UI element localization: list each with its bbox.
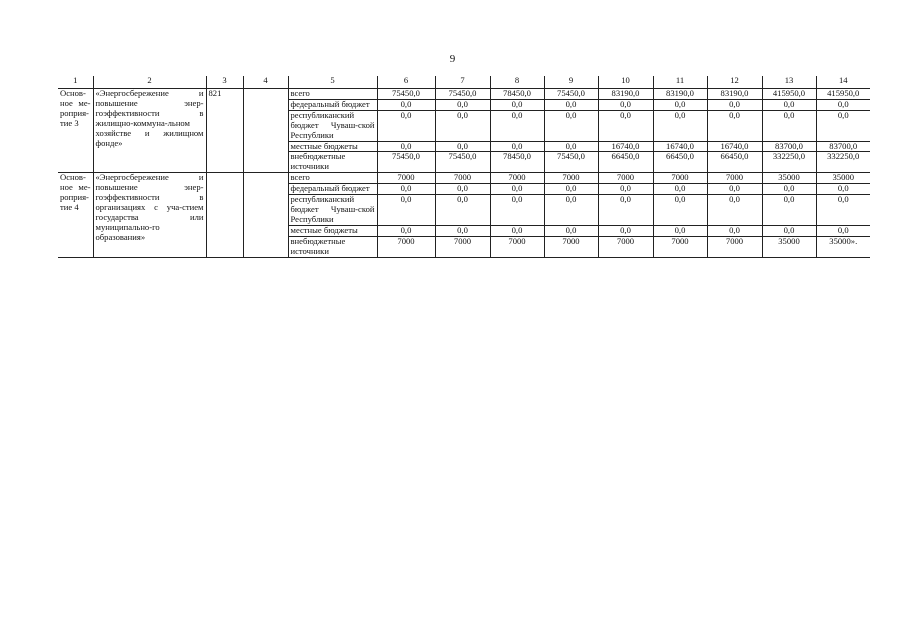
value-cell: 0,0: [377, 195, 435, 226]
value-cell: 16740,0: [598, 141, 653, 152]
column-4-cell: [243, 173, 288, 257]
column-header: 10: [598, 76, 653, 89]
funding-source: внебюджетные источники: [288, 236, 377, 257]
value-cell: 7000: [435, 236, 490, 257]
value-cell: 7000: [653, 236, 707, 257]
value-cell: 75450,0: [435, 152, 490, 173]
page-number: 9: [449, 53, 456, 65]
value-cell: 75450,0: [377, 152, 435, 173]
value-cell: 35000».: [816, 236, 870, 257]
value-cell: 78450,0: [490, 89, 544, 100]
value-cell: 66450,0: [598, 152, 653, 173]
value-cell: 0,0: [762, 99, 816, 110]
value-cell: 0,0: [544, 195, 598, 226]
table-row: [58, 89, 870, 100]
column-header: 14: [816, 76, 870, 89]
column-header: 7: [435, 76, 490, 89]
value-cell: 16740,0: [653, 141, 707, 152]
column-header: 9: [544, 76, 598, 89]
value-cell: 66450,0: [707, 152, 762, 173]
value-cell: 0,0: [816, 99, 870, 110]
column-header: 13: [762, 76, 816, 89]
value-cell: 0,0: [544, 110, 598, 141]
value-cell: 0,0: [816, 225, 870, 236]
value-cell: 0,0: [653, 195, 707, 226]
value-cell: 0,0: [707, 225, 762, 236]
value-cell: 0,0: [435, 225, 490, 236]
value-cell: 0,0: [435, 99, 490, 110]
value-cell: 7000: [377, 173, 435, 184]
value-cell: 0,0: [707, 99, 762, 110]
value-cell: 415950,0: [762, 89, 816, 100]
value-cell: 0,0: [490, 184, 544, 195]
column-header: 11: [653, 76, 707, 89]
value-cell: 0,0: [377, 99, 435, 110]
event-label: Основ-ное ме-роприя-тие 3: [58, 89, 93, 173]
code-cell: 821: [206, 89, 243, 173]
value-cell: 0,0: [762, 225, 816, 236]
value-cell: 0,0: [762, 184, 816, 195]
column-header: 6: [377, 76, 435, 89]
value-cell: 0,0: [377, 225, 435, 236]
value-cell: 0,0: [707, 110, 762, 141]
value-cell: 0,0: [762, 195, 816, 226]
value-cell: 78450,0: [490, 152, 544, 173]
funding-source: федеральный бюджет: [288, 99, 377, 110]
value-cell: 75450,0: [377, 89, 435, 100]
value-cell: 66450,0: [653, 152, 707, 173]
value-cell: 35000: [816, 173, 870, 184]
value-cell: 16740,0: [707, 141, 762, 152]
value-cell: 7000: [598, 173, 653, 184]
value-cell: 0,0: [598, 110, 653, 141]
column-header: 5: [288, 76, 377, 89]
value-cell: 35000: [762, 236, 816, 257]
value-cell: 332250,0: [816, 152, 870, 173]
value-cell: 0,0: [653, 225, 707, 236]
code-cell: [206, 173, 243, 257]
event-label: Основ-ное ме-роприя-тие 4: [58, 173, 93, 257]
value-cell: 35000: [762, 173, 816, 184]
value-cell: 7000: [707, 173, 762, 184]
value-cell: 0,0: [544, 184, 598, 195]
value-cell: 0,0: [490, 141, 544, 152]
value-cell: 7000: [490, 236, 544, 257]
event-description: «Энергосбережение и повышение энер-гоэффективности в организациях с уча-стием государства или муниципально-го образования»: [93, 173, 206, 257]
value-cell: 7000: [377, 236, 435, 257]
column-header: 3: [206, 76, 243, 89]
value-cell: 0,0: [377, 141, 435, 152]
value-cell: 75450,0: [435, 89, 490, 100]
value-cell: 0,0: [435, 184, 490, 195]
value-cell: 0,0: [762, 110, 816, 141]
value-cell: 7000: [598, 236, 653, 257]
value-cell: 0,0: [544, 99, 598, 110]
funding-source: местные бюджеты: [288, 225, 377, 236]
funding-source: федеральный бюджет: [288, 184, 377, 195]
value-cell: 415950,0: [816, 89, 870, 100]
value-cell: 7000: [544, 236, 598, 257]
funding-source: республиканский бюджет Чуваш-ской Республики: [288, 195, 377, 226]
value-cell: 0,0: [544, 141, 598, 152]
value-cell: 0,0: [653, 110, 707, 141]
value-cell: 0,0: [707, 184, 762, 195]
value-cell: 0,0: [816, 110, 870, 141]
value-cell: 0,0: [544, 225, 598, 236]
value-cell: 0,0: [490, 225, 544, 236]
value-cell: 0,0: [598, 195, 653, 226]
value-cell: 83190,0: [598, 89, 653, 100]
value-cell: 0,0: [435, 110, 490, 141]
value-cell: 0,0: [598, 99, 653, 110]
value-cell: 7000: [707, 236, 762, 257]
column-header: 2: [93, 76, 206, 89]
value-cell: 0,0: [598, 225, 653, 236]
value-cell: 0,0: [490, 195, 544, 226]
value-cell: 75450,0: [544, 89, 598, 100]
value-cell: 332250,0: [762, 152, 816, 173]
value-cell: 7000: [653, 173, 707, 184]
value-cell: 7000: [435, 173, 490, 184]
column-header: 1: [58, 76, 93, 89]
value-cell: 0,0: [435, 141, 490, 152]
value-cell: 0,0: [816, 195, 870, 226]
value-cell: 0,0: [490, 99, 544, 110]
value-cell: 7000: [544, 173, 598, 184]
value-cell: 0,0: [598, 184, 653, 195]
value-cell: 83190,0: [653, 89, 707, 100]
value-cell: 0,0: [707, 195, 762, 226]
table-row: [58, 173, 870, 184]
value-cell: 0,0: [490, 110, 544, 141]
value-cell: 83700,0: [816, 141, 870, 152]
value-cell: 0,0: [435, 195, 490, 226]
value-cell: 0,0: [377, 110, 435, 141]
column-header: 8: [490, 76, 544, 89]
funding-source: внебюджетные источники: [288, 152, 377, 173]
value-cell: 0,0: [816, 184, 870, 195]
value-cell: 7000: [490, 173, 544, 184]
funding-source: местные бюджеты: [288, 141, 377, 152]
value-cell: 83700,0: [762, 141, 816, 152]
column-header: 12: [707, 76, 762, 89]
value-cell: 75450,0: [544, 152, 598, 173]
value-cell: 0,0: [653, 184, 707, 195]
funding-source: всего: [288, 89, 377, 100]
value-cell: 0,0: [653, 99, 707, 110]
funding-source: всего: [288, 173, 377, 184]
column-header: 4: [243, 76, 288, 89]
column-4-cell: [243, 89, 288, 173]
event-description: «Энергосбережение и повышение энер-гоэффективности в жилищно-коммуна-льном хозяйстве и жилищном фонде»: [93, 89, 206, 173]
value-cell: 0,0: [377, 184, 435, 195]
header-row: [58, 76, 870, 89]
budget-table: [58, 76, 870, 258]
value-cell: 83190,0: [707, 89, 762, 100]
funding-source: республиканский бюджет Чуваш-ской Республики: [288, 110, 377, 141]
